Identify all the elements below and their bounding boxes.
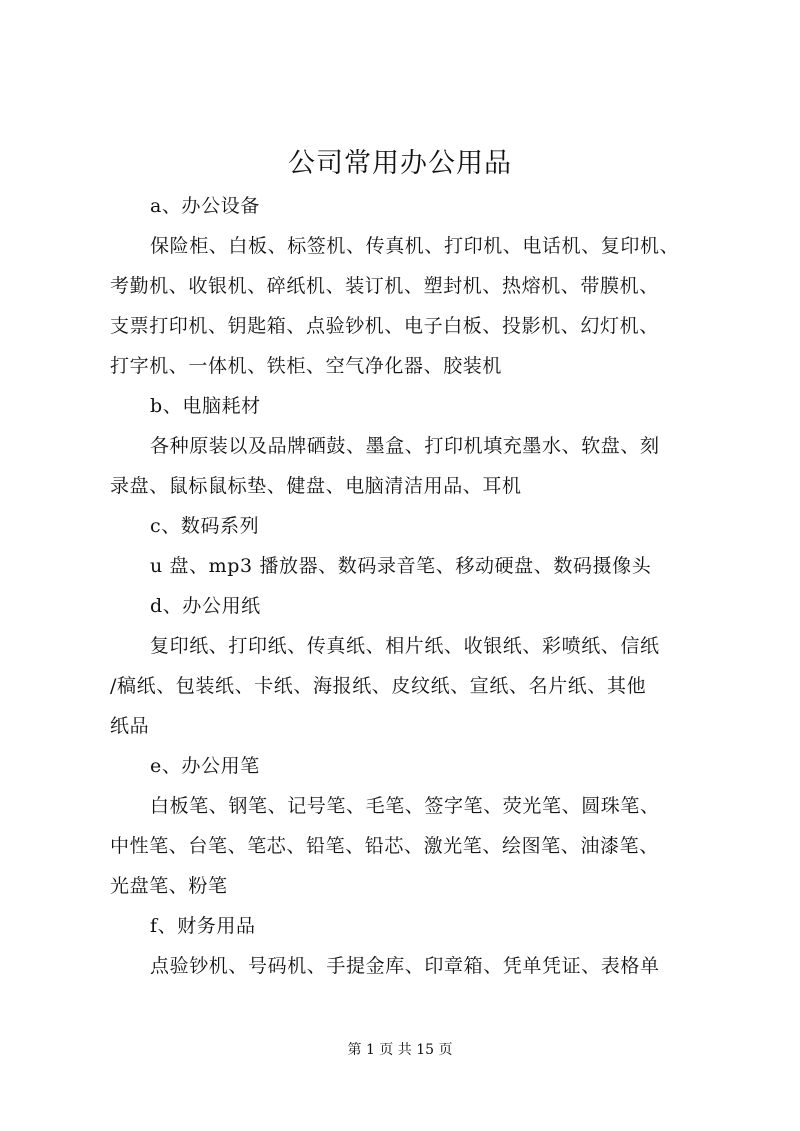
text-line: c、数码系列 xyxy=(150,515,260,537)
text-line: 各种原装以及品牌硒鼓、墨盒、打印机填充墨水、软盘、刻 xyxy=(150,435,660,457)
text-line: b、电脑耗材 xyxy=(150,395,261,417)
text-line: /稿纸、包装纸、卡纸、海报纸、皮纹纸、宣纸、名片纸、其他 xyxy=(110,675,647,697)
text-line: f、财务用品 xyxy=(150,915,256,937)
text-line: 点验钞机、号码机、手提金库、印章箱、凭单凭证、表格单 xyxy=(150,955,660,977)
text-line: e、办公用笔 xyxy=(150,755,260,777)
text-line: 复印纸、打印纸、传真纸、相片纸、收银纸、彩喷纸、信纸 xyxy=(150,635,660,657)
document-body xyxy=(110,186,710,986)
text-line: 光盘笔、粉笔 xyxy=(110,875,228,897)
text-line: a、办公设备 xyxy=(150,195,260,217)
text-line: 支票打印机、钥匙箱、点验钞机、电子白板、投影机、幻灯机、 xyxy=(110,315,659,337)
page-footer: 第 1 页 共 15 页 xyxy=(347,1042,453,1058)
text-line: 中性笔、台笔、笔芯、铅笔、铅芯、激光笔、绘图笔、油漆笔、 xyxy=(110,835,659,857)
text-line: 考勤机、收银机、碎纸机、装订机、塑封机、热熔机、带膜机、 xyxy=(110,275,659,297)
text-line: 打字机、一体机、铁柜、空气净化器、胶装机 xyxy=(110,355,503,377)
text-line: d、办公用纸 xyxy=(150,595,261,617)
page-title: 公司常用办公用品 xyxy=(288,148,512,179)
text-line: 保险柜、白板、标签机、传真机、打印机、电话机、复印机、 xyxy=(150,235,680,257)
text-line: 纸品 xyxy=(110,715,150,737)
text-line: 白板笔、钢笔、记号笔、毛笔、签字笔、荧光笔、圆珠笔、 xyxy=(150,795,660,817)
text-line: 录盘、鼠标鼠标垫、健盘、电脑清洁用品、耳机 xyxy=(110,475,522,497)
text-line: u 盘、mp3 播放器、数码录音笔、移动硬盘、数码摄像头 xyxy=(150,555,652,577)
